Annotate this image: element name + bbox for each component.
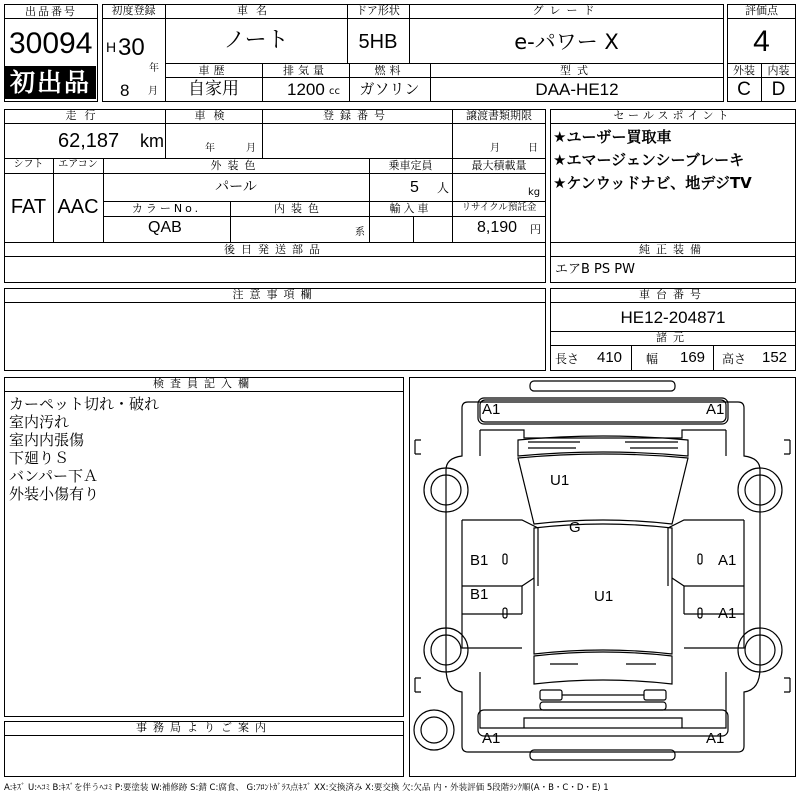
inspector-note-2: 室内汚れ — [9, 413, 70, 431]
length: 410 — [597, 349, 623, 366]
inspector-note-3: 室内内張傷 — [9, 431, 85, 449]
color-label: 外装色 — [210, 159, 262, 172]
damage-mark-right-front-door: A1 — [718, 552, 737, 569]
damage-mark-rear-right: A1 — [706, 730, 725, 747]
recycle: 8,190 — [477, 219, 518, 236]
width: 169 — [680, 349, 706, 366]
history-label: 車歴 — [198, 64, 229, 77]
insp-year-unit: 年 — [205, 143, 215, 154]
int-grade: D — [771, 79, 786, 100]
damage-mark-hood: U1 — [550, 472, 570, 489]
sales-label: セールスポイント — [613, 109, 733, 122]
inspector-note-1: カーペット切れ・破れ — [9, 395, 160, 413]
chassis-number: HE12-204871 — [620, 308, 726, 327]
car-name: ノート — [223, 28, 289, 53]
month-unit: 月 — [148, 86, 158, 97]
model: DAA-HE12 — [535, 80, 619, 99]
car-diagram — [410, 378, 795, 776]
ext-grade: C — [737, 79, 751, 100]
grade-label: グレード — [532, 4, 601, 17]
reg-year: 30 — [118, 34, 145, 61]
mileage-unit: km — [140, 131, 164, 151]
transfer-day-unit: 日 — [528, 143, 538, 154]
score: 4 — [753, 25, 770, 58]
transfer-month-unit: 月 — [490, 143, 500, 154]
color-no-label: カラーNo. — [131, 202, 202, 215]
reg-month: 8 — [120, 81, 130, 100]
ac-label: エアコン — [58, 159, 98, 170]
insp-month-unit: 月 — [246, 143, 256, 154]
door-label: ドア形状 — [356, 4, 400, 17]
damage-mark-front-left: A1 — [482, 401, 501, 418]
equipment: エアB PS PW — [555, 262, 635, 277]
damage-mark-left-front-door: B1 — [470, 552, 489, 569]
capacity-unit: 人 — [437, 181, 450, 195]
score-label: 評価点 — [745, 4, 778, 17]
length-label: 長さ — [555, 352, 580, 366]
inspector-note-6: 外装小傷有り — [9, 485, 100, 503]
displacement: 1200 — [287, 80, 325, 99]
damage-mark-left-rear-door: B1 — [470, 586, 489, 603]
history: 自家用 — [188, 79, 239, 99]
interior-color-unit: 系 — [355, 227, 365, 238]
inspector-note-4: 下廻りＳ — [9, 449, 70, 467]
caution-label: 注意事項欄 — [232, 288, 318, 301]
height: 152 — [762, 349, 788, 366]
import-label: 輸入車 — [389, 202, 432, 215]
mileage-label: 走行 — [65, 109, 104, 122]
year-unit: 年 — [149, 63, 159, 74]
inspector-label: 検査員記入欄 — [153, 377, 255, 390]
capacity: 5 — [410, 179, 419, 196]
office-label: 事務局よりご案内 — [136, 721, 272, 734]
era: H — [106, 39, 117, 55]
inspection-label: 車検 — [194, 109, 233, 122]
interior-color-label: 内装色 — [274, 202, 325, 215]
color-no: QAB — [148, 219, 182, 236]
model-label: 型式 — [560, 64, 594, 77]
damage-legend: A:ｷｽﾞ U:ﾍｺﾐ B:ｷｽﾞを伴うﾍｺﾐ P:要塗装 W:補修跡 S:錆 C:腐食、 G:ﾌﾛﾝﾄｶﾞﾗｽ点ｷｽﾞ XX:交換済み X:要交換 欠:欠品 内・外装評価 5段階ﾗﾝｸ順(A・B・C・D・E) 1 — [4, 783, 609, 793]
load-unit: kg — [528, 187, 541, 198]
shift-label: シフト — [13, 159, 44, 170]
damage-mark-rear-left: A1 — [482, 730, 501, 747]
equipment-label: 純正装備 — [639, 243, 707, 256]
sales-point-2: ★エマージェンシーブレーキ — [553, 151, 745, 169]
damage-mark-roof: U1 — [594, 588, 614, 605]
load-label: 最大積載量 — [471, 159, 527, 172]
transfer-label: 譲渡書類期限 — [466, 109, 532, 122]
damage-mark-windshield: G — [569, 519, 581, 536]
damage-mark-right-rear-door: A1 — [718, 605, 737, 622]
lot-number: 30094 — [9, 27, 93, 60]
first-listing-badge: 初出品 — [5, 66, 96, 99]
door-type: 5HB — [358, 31, 398, 53]
reg-no-label: 登録番号 — [323, 109, 391, 122]
inspector-note-5: バンパー下Ａ — [9, 467, 98, 485]
damage-diagram-box — [409, 377, 796, 777]
sales-point-1: ★ユーザー買取車 — [553, 128, 672, 146]
fuel: ガソリン — [359, 80, 420, 98]
grade: e-パワー X — [514, 30, 619, 54]
recycle-label: リサイクル預託金 — [461, 202, 537, 213]
shift: FAT — [10, 196, 47, 218]
reg-label: 初度登録 — [111, 4, 156, 17]
capacity-label: 乗車定員 — [388, 159, 433, 172]
int-label: 内装 — [767, 64, 790, 77]
spec-label: 諸元 — [656, 331, 690, 344]
later-parts-label: 後日発送部品 — [224, 243, 326, 256]
mileage: 62,187 — [58, 130, 120, 152]
ext-label: 外装 — [733, 64, 755, 77]
ac: AAC — [57, 196, 99, 218]
displacement-label: 排気量 — [283, 64, 328, 77]
sales-point-3: ★ケンウッドナビ、地デジTV — [553, 174, 752, 192]
height-label: 高さ — [722, 352, 747, 366]
damage-mark-front-right: A1 — [706, 401, 725, 418]
fuel-label: 燃料 — [374, 64, 405, 77]
width-label: 幅 — [646, 352, 659, 366]
recycle-unit: 円 — [530, 223, 541, 236]
car-name-label: 車名 — [237, 4, 275, 17]
displacement-unit: cc — [329, 86, 340, 97]
color: パール — [215, 179, 257, 195]
chassis-label: 車台番号 — [639, 288, 707, 301]
lot-label: 出品番号 — [5, 5, 97, 19]
